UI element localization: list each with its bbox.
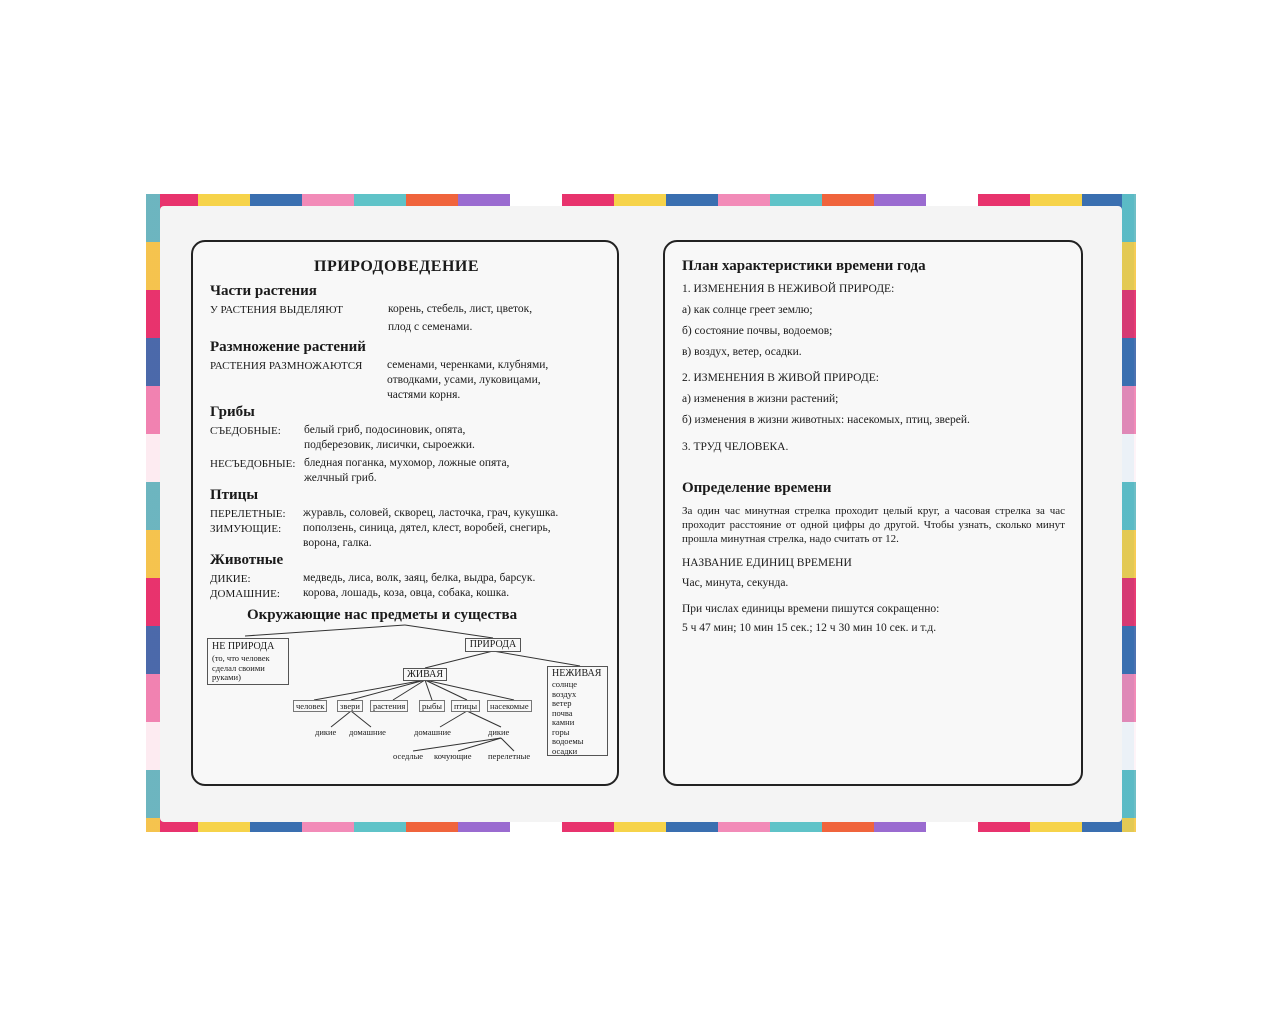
wild-birds-subtype: перелетные bbox=[488, 751, 531, 761]
living-item: насекомые bbox=[487, 700, 532, 712]
section-heading: План характеристики времени года bbox=[682, 258, 926, 274]
living-item: птицы bbox=[451, 700, 480, 712]
row-text: плод с семенами. bbox=[388, 321, 473, 333]
nonliving-box bbox=[547, 666, 608, 756]
wild-birds-subtype: кочующие bbox=[434, 751, 472, 761]
nonliving-label: НЕЖИВАЯ bbox=[552, 668, 602, 679]
row-text: поползень, синица, дятел, клест, воробей, снегирь, bbox=[303, 522, 551, 534]
living-item: растения bbox=[370, 700, 408, 712]
row-text: ворона, галка. bbox=[303, 537, 372, 549]
page-title: ПРИРОДОВЕДЕНИЕ bbox=[314, 258, 480, 275]
nonliving-item: почва bbox=[552, 707, 573, 718]
row-text: частями корня. bbox=[387, 389, 461, 401]
row-label: РАСТЕНИЯ РАЗМНОЖАЮТСЯ bbox=[210, 360, 363, 372]
nonliving-item: солнце bbox=[552, 679, 578, 689]
time-paragraph: За один час минутная стрелка проходит целый круг, а часовая стрелка за час проходит расстояние от одной цифры до другой. Чтобы узнать, сколько минут прошла минутная стрелка, надо считать от 12. bbox=[682, 505, 1065, 545]
section-heading: Птицы bbox=[210, 487, 259, 503]
abbr-examples: 5 ч 47 мин; 10 мин 15 сек.; 12 ч 30 мин 10 сек. и т.д. bbox=[682, 622, 937, 634]
birds-subtype: дикие bbox=[488, 727, 510, 737]
nonliving-item: осадки bbox=[552, 745, 578, 756]
units-text: Час, минута, секунда. bbox=[682, 577, 789, 589]
section-heading: Части растения bbox=[210, 283, 317, 299]
row-label: НЕСЪЕДОБНЫЕ: bbox=[210, 458, 296, 470]
plan-subitem: в) воздух, ветер, осадки. bbox=[682, 346, 802, 358]
living-item: рыбы bbox=[419, 700, 445, 712]
beasts-subtype: дикие bbox=[315, 727, 337, 737]
abbr-intro: При числах единицы времени пишутся сокращенно: bbox=[682, 603, 940, 615]
plan-subitem: а) изменения в жизни растений; bbox=[682, 393, 839, 405]
beasts-subtype: домашние bbox=[349, 727, 386, 737]
row-text: желчный гриб. bbox=[304, 472, 377, 484]
row-label: ЗИМУЮЩИЕ: bbox=[210, 523, 282, 535]
plan-subitem: б) изменения в жизни животных: насекомых, птиц, зверей. bbox=[682, 414, 970, 426]
plan-subitem: б) состояние почвы, водоемов; bbox=[682, 325, 833, 337]
row-text: корова, лошадь, коза, овца, собака, кошка. bbox=[303, 587, 510, 599]
row-label: ДИКИЕ: bbox=[210, 573, 251, 585]
units-heading: НАЗВАНИЕ ЕДИНИЦ ВРЕМЕНИ bbox=[682, 557, 852, 569]
row-text: медведь, лиса, волк, заяц, белка, выдра, барсук. bbox=[303, 572, 536, 584]
section-heading: Размножение растений bbox=[210, 339, 366, 355]
section-heading: Определение времени bbox=[682, 480, 832, 496]
living-item: звери bbox=[337, 700, 363, 712]
row-label: У РАСТЕНИЯ ВЫДЕЛЯЮТ bbox=[210, 304, 343, 316]
nature-box: ПРИРОДА bbox=[465, 638, 521, 652]
birds-subtype: домашние bbox=[414, 727, 451, 737]
section-heading: Животные bbox=[210, 552, 284, 568]
diagram-heading: Окружающие нас предметы и существа bbox=[247, 607, 518, 623]
living-box: ЖИВАЯ bbox=[403, 668, 447, 681]
row-label: ПЕРЕЛЕТНЫЕ: bbox=[210, 508, 286, 520]
row-text: белый гриб, подосиновик, опята, bbox=[304, 424, 466, 436]
row-text: корень, стебель, лист, цветок, bbox=[388, 303, 533, 315]
row-label: СЪЕДОБНЫЕ: bbox=[210, 425, 281, 437]
row-label: ДОМАШНИЕ: bbox=[210, 588, 280, 600]
living-item: человек bbox=[293, 700, 327, 712]
row-text: отводками, усами, луковицами, bbox=[387, 374, 541, 386]
not-nature-note: (то, что человек сделал своими руками) bbox=[212, 653, 270, 682]
plan-item: 1. ИЗМЕНЕНИЯ В НЕЖИВОЙ ПРИРОДЕ: bbox=[682, 283, 895, 295]
wild-birds-subtype: оседлые bbox=[393, 751, 424, 761]
row-text: подберезовик, лисички, сыроежки. bbox=[304, 439, 475, 451]
plan-item: 2. ИЗМЕНЕНИЯ В ЖИВОЙ ПРИРОДЕ: bbox=[682, 372, 879, 384]
nonliving-item: горы bbox=[552, 726, 570, 737]
row-text: семенами, черенками, клубнями, bbox=[387, 359, 549, 371]
nonliving-item: ветер bbox=[552, 698, 572, 708]
nonliving-item: водоемы bbox=[552, 736, 584, 746]
section-heading: Грибы bbox=[210, 404, 255, 420]
not-nature-label: НЕ ПРИРОДА bbox=[212, 641, 275, 652]
nonliving-item: камни bbox=[552, 717, 575, 727]
not-nature-box bbox=[207, 638, 289, 685]
row-text: журавль, соловей, скворец, ласточка, грач, кукушка. bbox=[303, 507, 559, 519]
plan-item: 3. ТРУД ЧЕЛОВЕКА. bbox=[682, 441, 789, 453]
nonliving-item: воздух bbox=[552, 688, 577, 699]
plan-subitem: а) как солнце греет землю; bbox=[682, 304, 813, 316]
row-text: бледная поганка, мухомор, ложные опята, bbox=[304, 457, 510, 469]
